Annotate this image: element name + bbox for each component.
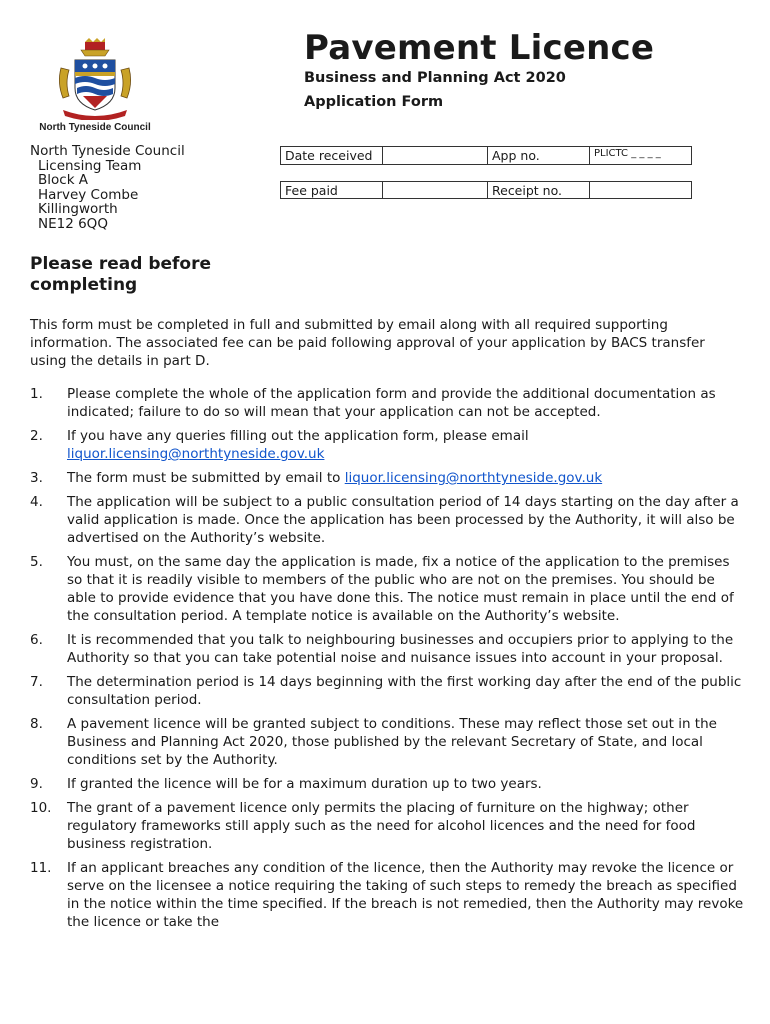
item-text: The application will be subject to a public consultation period of 14 days starting on the day after a valid application is made. Once the application has been processed by the Authority, it will also be advertised on the Authority’s website. <box>67 494 739 546</box>
office-use-table-1 <box>280 146 692 165</box>
fee-paid-field[interactable] <box>383 182 488 199</box>
item-number: 7. <box>30 674 43 690</box>
item-text <box>67 469 748 487</box>
list-item <box>30 775 748 793</box>
address-line: North Tyneside Council <box>30 143 185 159</box>
item-text: If granted the licence will be for a maximum duration up to two years. <box>67 776 542 792</box>
date-received-label: Date received <box>281 147 383 165</box>
item-number: 9. <box>30 776 43 792</box>
page-title: Pavement Licence <box>304 28 655 68</box>
list-item <box>30 469 748 487</box>
list-item <box>30 673 748 709</box>
list-item <box>30 553 748 625</box>
act-subtitle: Business and Planning Act 2020 <box>304 70 566 86</box>
item-text: You must, on the same day the application is made, fix a notice of the application to the premises so that it is readily visible to members of the public who are not on the premises. You should be able to provide evidence that you have done this. The notice must remain in place until the end of the consultation period. A template notice is available on the Authority’s website. <box>67 554 734 624</box>
item-text-part: If you have any queries filling out the application form, please email <box>67 428 529 444</box>
list-item <box>30 427 748 463</box>
email-link[interactable]: liquor.licensing@northtyneside.gov.uk <box>67 446 325 462</box>
heading-line: Please read before <box>30 254 212 274</box>
council-caption: North Tyneside Council <box>39 122 151 133</box>
address-line: Killingworth <box>38 201 118 218</box>
intro-paragraph: This form must be completed in full and submitted by email along with all required supporting information. The associated fee can be paid following approval of your application by BACS transfer using the details in part D. <box>30 317 705 369</box>
item-text-part: The form must be submitted by email to <box>67 470 341 486</box>
section-heading <box>30 254 211 295</box>
item-number: 8. <box>30 716 43 732</box>
date-received-field[interactable] <box>383 147 488 165</box>
coat-of-arms-icon <box>55 38 135 120</box>
list-item <box>30 799 748 853</box>
receipt-no-label: Receipt no. <box>488 182 590 199</box>
council-logo <box>28 38 162 133</box>
item-text <box>67 427 748 463</box>
address-line: Licensing Team <box>38 157 142 174</box>
email-link[interactable]: liquor.licensing@northtyneside.gov.uk <box>344 470 603 486</box>
item-number: 4. <box>30 494 43 510</box>
item-number: 10. <box>30 800 52 816</box>
instructions-list <box>30 385 748 937</box>
item-number: 6. <box>30 632 43 648</box>
list-item <box>30 859 748 931</box>
item-number: 1. <box>30 386 43 402</box>
item-text: Please complete the whole of the application form and provide the additional documentation as indicated; failure to do so will mean that your application can not be accepted. <box>67 386 716 420</box>
item-number: 11. <box>30 860 52 876</box>
address-line: NE12 6QQ <box>38 215 108 232</box>
fee-paid-label: Fee paid <box>281 182 383 199</box>
item-number: 5. <box>30 554 43 570</box>
item-number: 3. <box>30 470 43 486</box>
list-item <box>30 385 748 421</box>
item-number: 2. <box>30 428 43 444</box>
list-item <box>30 631 748 667</box>
council-address <box>30 144 185 232</box>
item-text: It is recommended that you talk to neighbouring businesses and occupiers prior to applying to the Authority so that you can take potential noise and nuisance issues into account in your proposal. <box>67 632 734 666</box>
address-line: Block A <box>38 172 89 189</box>
heading-line: completing <box>30 274 138 295</box>
office-use-table-2 <box>280 181 692 199</box>
app-no-field[interactable]: PLICTC _ _ _ _ <box>590 147 692 165</box>
address-line: Harvey Combe <box>38 186 139 203</box>
item-text: A pavement licence will be granted subject to conditions. These may reflect those set out in the Business and Planning Act 2020, those published by the relevant Secretary of State, and local conditions set by the Authority. <box>67 716 717 768</box>
list-item <box>30 493 748 547</box>
item-text: The grant of a pavement licence only permits the placing of furniture on the highway; other regulatory frameworks still apply such as the need for alcohol licences and the need for food business registration. <box>67 800 696 852</box>
app-no-label: App no. <box>488 147 590 165</box>
item-text: If an applicant breaches any condition of the licence, then the Authority may revoke the licence or serve on the licensee a notice requiring the taking of such steps to remedy the breach as specified in the notice within the time specified. If the breach is not remedied, then the Authority may revoke the licence or take the <box>67 860 744 930</box>
item-text: The determination period is 14 days beginning with the first working day after the end of the public consultation period. <box>67 674 742 708</box>
receipt-no-field[interactable] <box>590 182 692 199</box>
form-subtitle: Application Form <box>304 94 444 110</box>
list-item <box>30 715 748 769</box>
